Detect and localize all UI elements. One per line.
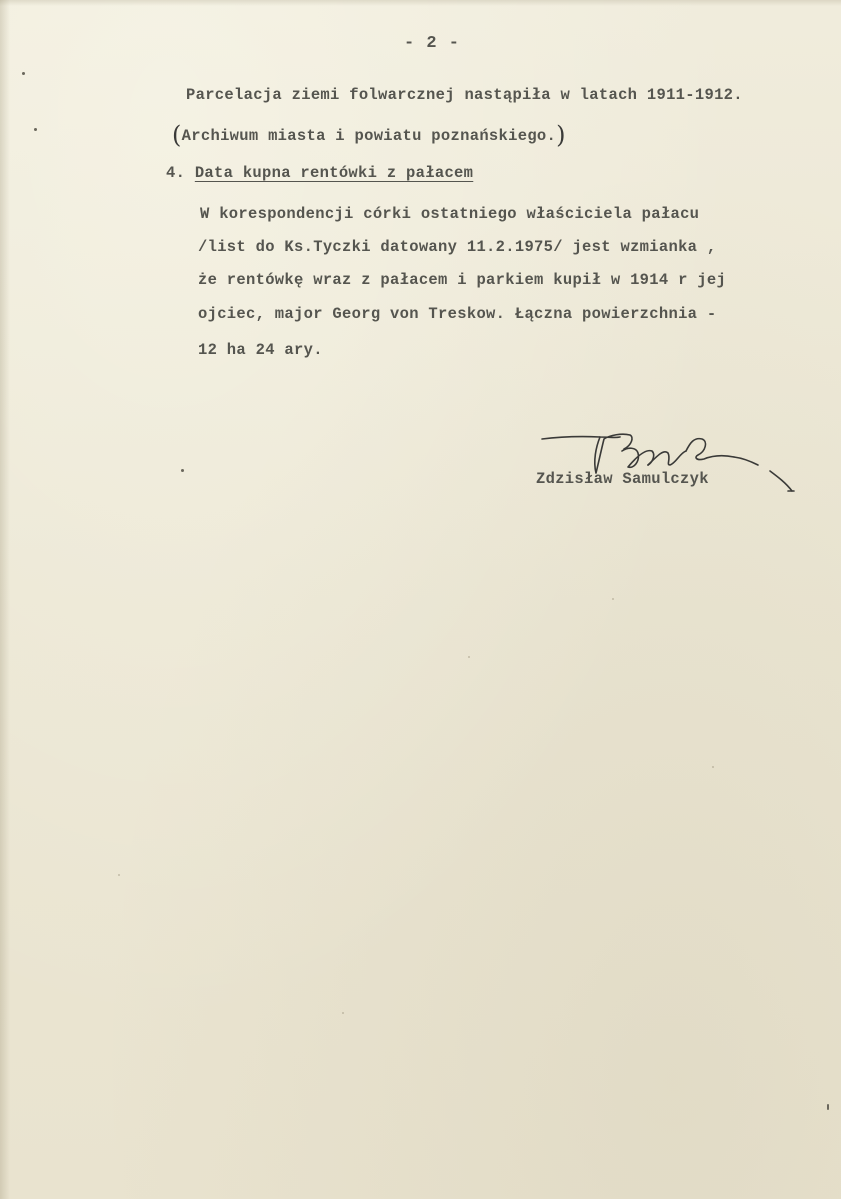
paper-speck bbox=[468, 656, 470, 658]
paper-mark bbox=[34, 128, 37, 131]
paper-mark bbox=[22, 72, 25, 75]
paper-edge-shadow bbox=[0, 0, 10, 1199]
signature-name: Zdzisław Samulczyk bbox=[536, 470, 709, 488]
archive-reference-text: Archiwum miasta i powiatu poznańskiego. bbox=[181, 127, 557, 145]
paper-mark bbox=[181, 469, 184, 472]
paper-mark bbox=[827, 1104, 829, 1110]
handwritten-signature bbox=[538, 425, 802, 511]
paragraph-line: W korespondencji córki ostatniego właściciela pałacu bbox=[200, 205, 700, 223]
section-number: 4. bbox=[166, 164, 186, 182]
paper-speck bbox=[118, 874, 120, 876]
paragraph-line: że rentówkę wraz z pałacem i parkiem kupił w 1914 r jej bbox=[198, 271, 727, 289]
paper-top-shadow bbox=[0, 0, 841, 6]
paragraph-line: /list do Ks.Tyczki datowany 11.2.1975/ jest wzmianka , bbox=[198, 238, 717, 256]
paper-speck bbox=[342, 1012, 344, 1014]
section-heading-text: Data kupna rentówki z pałacem bbox=[194, 164, 474, 182]
paper-speck bbox=[712, 766, 714, 768]
paragraph-line: 12 ha 24 ary. bbox=[198, 341, 323, 359]
parcelation-line: Parcelacja ziemi folwarcznej nastąpiła w latach 1911-1912. bbox=[186, 86, 743, 104]
section-heading bbox=[166, 164, 473, 182]
paragraph-line: ojciec, major Georg von Treskow. Łączna powierzchnia - bbox=[198, 305, 717, 323]
open-parenthesis: ( bbox=[172, 121, 182, 149]
paper-speck bbox=[612, 598, 614, 600]
archive-reference-line bbox=[172, 118, 566, 149]
page-number: - 2 - bbox=[404, 34, 461, 53]
close-parenthesis: ) bbox=[556, 121, 566, 149]
